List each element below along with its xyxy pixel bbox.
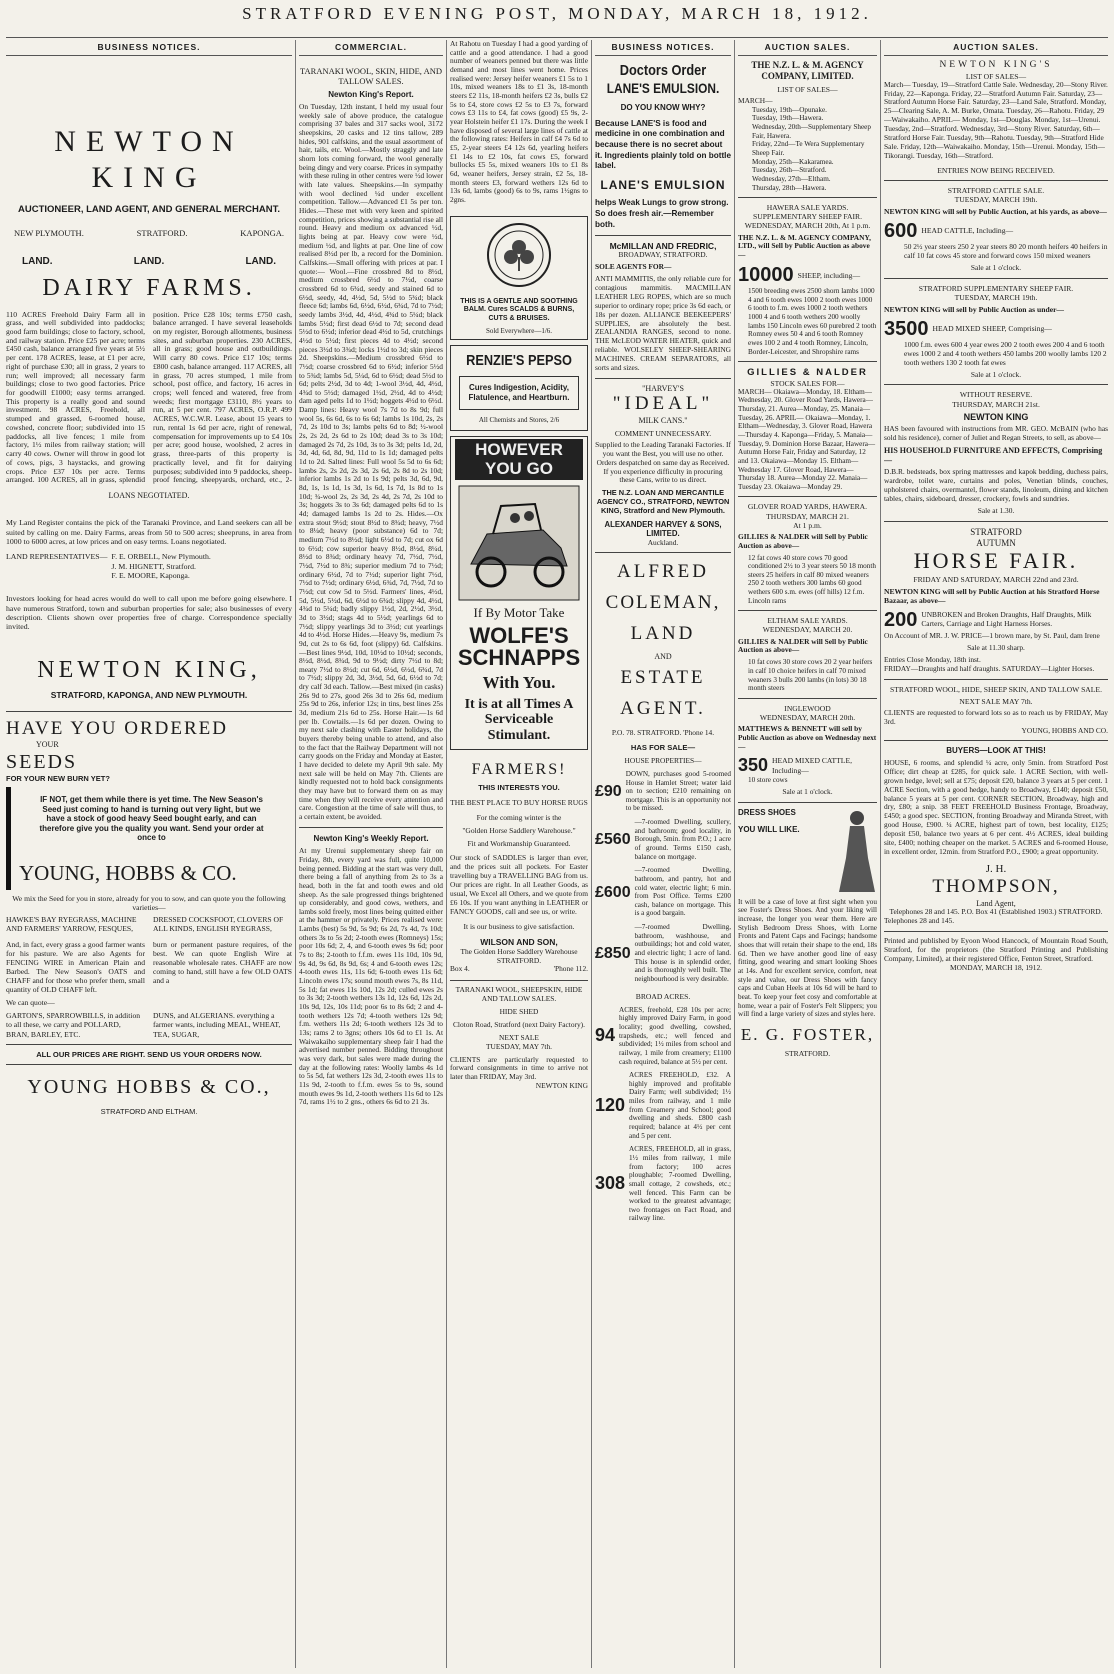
divider	[738, 361, 877, 362]
column-business-notices-1	[6, 40, 292, 1668]
fit-guaranteed: Fit and Workmanship Guaranteed.	[467, 839, 571, 849]
wilson-and-son: WILSON AND SON,	[480, 937, 558, 948]
wilson-phone: 'Phone 112.	[553, 964, 588, 974]
entries-close: Entries Close Monday, 18th inst.	[884, 654, 981, 664]
divider	[884, 931, 1108, 932]
column-commercial	[299, 40, 443, 1668]
reps-label: LAND REPRESENTATIVES—	[6, 552, 108, 562]
if-by-motor: If By Motor Take	[473, 605, 565, 621]
divider	[6, 711, 292, 712]
hawera-yards: HAWERA SALE YARDS.	[766, 203, 849, 213]
wednesday-date: WEDNESDAY, MARCH 20th, At 1 p.m.	[744, 221, 871, 231]
sheep-label: HEAD MIXED SHEEP, Comprising—	[932, 324, 1052, 334]
acreage-listing	[595, 1145, 731, 1223]
para-right: burn or permanent pasture requires, of the best. We can quote English Wire at reasonable wholesale rates. CHAFF are now coming to hand, still have a few OLD OATS and a	[153, 939, 292, 985]
section-header: AUCTION SALES.	[884, 40, 1108, 56]
foster-town: STRATFORD.	[784, 1049, 831, 1059]
mcmillan-heading: McMILLAN AND FREDRIC,	[609, 241, 717, 252]
property-price: £560	[595, 831, 631, 849]
matthews-bennett: MATTHEWS & BENNETT will sell by Public Auction as above on Wednesday next—	[738, 724, 877, 751]
farmers-heading: FARMERS!	[471, 761, 567, 779]
gillies-will-sell-2: GILLIES & NALDER will Sell by Public Auction as above—	[738, 636, 868, 655]
taranaki-wool-title: TARANAKI WOOL, SHEEPSKIN, HIDE AND TALLOW SALES.	[455, 985, 583, 1004]
seeds-ad-your: YOUR	[36, 740, 59, 750]
young-hobbs-footer-heading: YOUNG HOBBS & CO.,	[27, 1075, 271, 1098]
sale-time: Sale at 1 o'clock.	[782, 786, 833, 796]
acreage-listing	[595, 1006, 731, 1066]
hide-shed: HIDE SHED	[499, 1007, 539, 1017]
best-place: THE BEST PLACE TO BUY HORSE RUGS	[450, 798, 588, 808]
auckland: Auckland.	[647, 537, 679, 547]
because-text: Because LANE'S is food and medicine in one combination and because there is no secret about it. Ingredients plainly told on bottle label.	[595, 118, 731, 171]
seeds-ad-seeds: SEEDS	[6, 750, 78, 773]
telephones: Telephones 28 and 145. P.O. Box 41 (Established 1903.) STRATFORD.	[889, 907, 1103, 917]
gentle-balm-text: THIS IS A GENTLE AND SOOTHING BALM. Cures SCALDS & BURNS, CUTS & BRUISES.	[460, 297, 578, 322]
renzie-pepso-ad	[450, 345, 588, 431]
stratford-label: STRATFORD	[970, 526, 1022, 537]
do-you-know-why: DO YOU KNOW WHY?	[620, 102, 706, 112]
divider	[884, 740, 1108, 741]
young-hobbs-varieties	[6, 915, 292, 933]
rep-name: F. E. ORBELL, New Plymouth.	[111, 552, 211, 562]
sole-agents: SOLE AGENTS FOR—	[595, 262, 672, 272]
young-hobbs-para	[6, 940, 292, 995]
acreage-text: ACRES, freehold, £28 10s per acre; highly improved Dairy Farm, in good locality; good dwelling, cowshed, trapsheds, etc.; well fenced and subdivided; 1½ miles from school and railway, 1 mile from creamery; £1100 cash required, balance at 5½ per cent.	[619, 1005, 731, 1066]
golden-horse: "Golden Horse Saddlery Warehouse."	[462, 826, 576, 836]
divider	[884, 180, 1108, 181]
property-price: £90	[595, 782, 622, 800]
tuesday-date-2: TUESDAY, MARCH 19th.	[954, 292, 1038, 302]
house-properties: HOUSE PROPERTIES—	[624, 756, 702, 765]
list-of-sales: LIST OF SALES—	[965, 71, 1027, 81]
gillies-nalder: GILLIES & NALDER	[747, 367, 868, 379]
property-listing	[595, 923, 731, 983]
dress-shoes-text: It will be a case of love at first sight when you see Foster's Dress Shoes. And your liking will increase, the longer you wear them. Here are Stylish Bedroom Dress Shoes, with Lorne Fronts and Patent Caps and Facings; handsome shoes that will retain their shape to the end, 18s 6d. Then we have another good line of easy fitting, good wearing and smart looking Shoes at 14s. And for excellent service, comfort, neat style and value, our Dress Shoes with fancy caps and Cuban Heels at 10s 6d will be hard to beat. To keep your feet cosy and comfortable at home, wear a pair of Foster's Felt Slippers; you will find a large variety of sizes and styles here.	[738, 897, 877, 1019]
acreage-text: ACRES, FREEHOLD, all in grass, 1½ miles from railway, 1 mile from factory; 100 acres ploughable; 7-roomed Dwelling, small cottage, 2 cowsheds, etc.; well fenced. This Farm can be worked to the greatest advantage; two frontages on Fact Road, and railway line.	[629, 1145, 731, 1223]
divider	[884, 384, 1108, 385]
doctors-order: Doctors Order	[619, 62, 707, 80]
sale-time: Sale at 1 o'clock.	[970, 262, 1022, 272]
renzie-pepso-cures: Cures Indigestion, Acidity, Flatulence, and Heartburn.	[459, 376, 579, 409]
thursday-date: THURSDAY, MARCH 21st.	[952, 399, 1040, 409]
with-you: With You.	[482, 672, 556, 692]
sales-list	[738, 106, 877, 192]
property-listing	[595, 866, 731, 918]
acreage-text: ACRES FREEHOLD, £32. A highly improved and profitable Dairy Farm; well subdivided; 1½ miles from railway, and 1 mile from Creamery and School; good dwelling and sheds. £800 cash required; balance at 4½ per cent and 5 per cent.	[629, 1071, 731, 1140]
sheep-list: 1500 breeding ewes 2500 shorn lambs 1000 4 and 6 tooth ewes 1000 2 tooth ewes 1000 6 tooth to f.m. ewes 1000 2 tooth wethers 1000 4 and 6 tooth wethers 200 woolly lambs 150 Lincoln ewes 60 purebred 2 tooth Romney ewes 50 4 and 6 tooth Romney ewes 100 2 and 4 tooth Romney, Lincoln, Border-Leicester, and Shropshire rams	[748, 287, 877, 356]
horse-number: 200	[884, 609, 918, 632]
property-text: DOWN, purchases good 5-roomed House in Hamlet Street; water laid on to section; £210 remaining on mortgage. This is an opportunity not to be missed.	[625, 769, 731, 813]
divider	[6, 1064, 292, 1065]
newton-king-sign: NEWTON KING	[535, 1081, 588, 1091]
inglewood-date: WEDNESDAY, MARCH 20th.	[759, 713, 856, 722]
newton-kings: NEWTON KING'S	[939, 60, 1053, 71]
cattle-list: 12 fat cows 40 store cows 70 good conditioned 2½ to 3 year steers 50 18 month steers 25 heifers in calf 80 mixed weaners 250 2 tooth wethers 300 lambs 60 good wethers 600 s.m. ewes (off hills) 12 f.m. Lincoln rams	[748, 553, 876, 605]
next-sale-may: NEXT SALE MAY 7th.	[959, 696, 1033, 706]
column-rule	[295, 40, 296, 1668]
land-word: LAND.	[245, 255, 276, 267]
divider	[595, 378, 731, 379]
newton-king-3: NEWTON KING	[963, 411, 1029, 422]
sale-item: Friday, 22nd—Te Wera Supplementary Sheep Fair.	[752, 140, 865, 157]
clients-forward: CLIENTS are requested to forward lots so as to reach us by FRIDAY, May 3rd.	[884, 707, 1108, 726]
column-rule	[591, 40, 592, 1668]
imprint: Printed and published by Eyoon Wood Hancock, of Mountain Road South, Stratford, for the proprietors (the Stratford Printing and Publishing Company, Limited), at their registered Office, Fenton Street, Stratford.	[884, 935, 1108, 963]
clover-seal-icon	[485, 221, 553, 289]
sale-item: Wednesday, 27th—Eltham.	[752, 174, 831, 183]
land-word: LAND	[630, 623, 696, 645]
lanes-emulsion-2: LANE'S EMULSION	[600, 177, 726, 192]
divider	[884, 278, 1108, 279]
gentle-balm-price: Sold Everywhere—1/6.	[485, 326, 553, 335]
helps-text: helps Weak Lungs to grow strong. So does fresh air.—Remember both.	[595, 198, 729, 229]
next-sale-date: TUESDAY, MAY 7th.	[486, 1041, 552, 1051]
varieties-left: HAWKE'S BAY RYEGRASS, MACHINE AND FARMERS' YARROW, FESQUES,	[6, 915, 137, 934]
column-rule	[880, 40, 881, 1668]
divider	[738, 496, 877, 497]
seeds-ad-sub: FOR YOUR NEW BURN YET?	[6, 773, 110, 783]
column-rule	[734, 40, 735, 1668]
interests-you: THIS INTERESTS YOU.	[478, 783, 560, 793]
acreage-number: 308	[595, 1173, 626, 1194]
sale-item: Tuesday, 19th—Hawera.	[752, 114, 824, 123]
po-phone: P.O. 78. STRATFORD. 'Phone 14.	[611, 728, 715, 738]
section-header: BUSINESS NOTICES.	[595, 40, 731, 56]
loans-negotiated: LOANS NEGOTIATED.	[108, 490, 190, 500]
telephones-2: Telephones 28 and 145.	[884, 916, 955, 926]
agents-list: ANTI MAMMITIS, the only reliable cure for contagious mammitis. MACMILLAN LEATHER LEG ROPES, which are so much superior to ordinary rope; price 3s 6d each, or 18s per dozen. ALLIANCE BEEKEEPERS' SUPPLIES, are absolutely the best. ZEALANDIA RANGES, second to none. THE McLEOD WATER HEATER, quick and reliable. WOLSELEY SHEEP-SHEARING MACHINES. CREAM SEPARATORS, all sorts and sizes.	[595, 274, 731, 372]
acreage-listing	[595, 1071, 731, 1140]
newton-king-signature-heading: NEWTON KING,	[37, 656, 261, 683]
newton-king-towns-2: STRATFORD, KAPONGA, AND NEW PLYMOUTH.	[50, 690, 248, 701]
sheep-label: SHEEP, including—	[797, 270, 861, 280]
seeds-ad-box-text: IF NOT, get them while there is yet time. The New Season's Seed just coming to hand is turning out very light, but we have a stock of good heavy Seed bought early, and can therefore give you the quality you want. Send your order at once to	[39, 794, 264, 843]
town-label: KAPONGA.	[240, 227, 284, 238]
cattle-lot	[884, 219, 1108, 243]
nz-loan-agency: THE N.Z. LOAN AND MERCANTILE AGENCY CO., STRATFORD, NEWTON KING, Stratford and New Plymouth.	[596, 488, 730, 515]
seeds-ad-box	[6, 787, 292, 890]
has-for-sale: HAS FOR SALE—	[630, 742, 696, 752]
broad-acres: BROAD ACRES.	[635, 991, 691, 1001]
newton-king-will-sell-3: NEWTON KING will sell by Public Auction at his Stratford Horse Bazaar, as above—	[884, 586, 1100, 605]
wolfes-schnapps-ad	[450, 436, 588, 750]
masthead: STRATFORD EVENING POST, MONDAY, MARCH 18, 1912.	[242, 4, 872, 23]
renzie-pepso-name: RENZIE'S PEPSO	[466, 352, 572, 370]
column-auction-sales-1	[738, 40, 877, 1668]
horse-fair: HORSE FAIR.	[913, 548, 1079, 574]
divider	[884, 521, 1108, 522]
alexander-harvey: ALEXANDER HARVEY & SONS, LIMITED.	[604, 519, 722, 539]
column-adverts	[450, 40, 588, 1668]
cattle-label: HEAD MIXED CATTLE, Including—	[772, 756, 852, 775]
cattle-number: 600	[884, 220, 918, 242]
rep-name: J. M. HIGNETT, Stratford.	[111, 561, 196, 571]
glover-road: GLOVER ROAD YARDS, HAWERA.	[747, 502, 868, 512]
favoured-text: HAS been favoured with instructions from MR. GEO. McBAIN (who has sold his residence), corner of Juliet and Regan Streets, to sell, as above—	[884, 424, 1108, 443]
harveys: "HARVEY'S	[642, 383, 684, 393]
at-1pm: At 1 p.m.	[793, 520, 822, 530]
wilson-town: STRATFORD.	[496, 955, 542, 965]
weekly-report-text: At my Urenui supplementary sheep fair on Friday, 8th, every yard was full, quite 10,000 being penned. Bidding at the start was very dull, there being a fall of anything from 2s to 3s a head, both in the fat and tooth ewes and old sheep. As the sale progressed things brightened up considerably, and good cows, wethers, and lambs sold freely, most lines being quitted either at the hammer or privately. Prices realised were: Lambs (best) 5s 9d, 5s 9d; 6s 2d, 7s 4d, 7s 10d; others 3s to 5s 2d; 2-tooth ewes (Romneys) 15s; poor 10s 6d; 2, 4, and 6-tooth ewes 9s 6d; poor 7s to 8s; 2-tooth to f.f.m. ewes 11s 10d, 10s 9d, 9s 4d, 9s 6d, 8s 9d, 6s; 4 and 6-tooth ewes 12s; 4-tooth ewes 11s, 11s 6d; 6-tooth ewes 11s 6d; Lincoln ewes 17s; sound mouth ewes 7s, 8s 11d, 5s 1d; fat ewes 11s 10d, 12s 2d; culled ewes 2s to 3s 3d; 2-tooth wethers 13s 1d, 12s 6d, 12s 2d, 10s 9d, 12s, 10s 11d; poor 6s to 8s 6d; 2 and 4-tooth wethers 12s 7d; 4-tooth wethers 12s 9d; f.m. wethers 11s 2d; 6-tooth wethers 12s 3d to 13s; rams 2 to 3gns; others 10s 6d to £1 1s. At Waiwakaiho supplementary sheep fair I had the advertised number penned. Bidding throughout was very dark, but sales were made during the day at the following rates: Woolly lambs 4s 1d to 5s 5d, fat wethers 12s 3d, 2-tooth ewes 11s to 11s 9d, 2-tooth to f.f.m. ewes 5s to 9s, sound mouth ewes 9s 1d, 2-tooth wethers 11s 6d to 12s 7d, rams 1½ to 2 gns., others 6s 6d to 21 3s.	[299, 846, 443, 1107]
acreage-number: 120	[595, 1094, 626, 1115]
estate: ESTATE	[620, 667, 706, 689]
divider	[738, 197, 877, 198]
list-of-sales: LIST OF SALES—	[777, 84, 838, 94]
land-register-text: My Land Register contains the pick of the Taranaki Province, and Land seekers can all be suited by calling on me. Dairy Farms, areas from 50 to 500 acres; sheepruns, in area from 1000 to 6000 acres, at low prices and on easy terms. Loans negotiated.	[6, 518, 292, 546]
friday-saturday: FRIDAY AND SATURDAY, MARCH 22nd and 23rd.	[913, 574, 1079, 584]
supplementary-sheep-fair: STRATFORD SUPPLEMENTARY SHEEP FAIR.	[918, 283, 1074, 293]
rep-name: F. E. MOORE, Kaponga.	[111, 570, 190, 580]
list-left: GARTON'S, SPARROWBILLS, in addition to all these, we carry and POLLARD, BRAN, BARLEY, ETC.	[6, 1011, 141, 1039]
land-words	[22, 256, 276, 268]
property-price: £850	[595, 944, 631, 962]
store-cows: 10 store cows	[748, 776, 788, 785]
young-hobbs-mix: We mix the Seed for you in store, already for you to sow, and can quote you the following varieties—	[12, 894, 286, 913]
cattle-list: 50 2½ year steers 250 2 year steers 80 20 month heifers 40 heifers in calf 10 fat cows 45 store and forward cows 150 mixed weaners	[904, 242, 1108, 260]
satisfaction: It is our business to give satisfaction.	[463, 922, 575, 932]
newton-king-towns	[14, 228, 284, 238]
nzlm-agency: THE N.Z. L. & M. AGENCY COMPANY, LIMITED.	[751, 60, 864, 81]
investors-text: Investors looking for head acres would do well to call upon me before going elsewhere. I have numerous Stratford, town and suburban properties for sale; also businesses of every description. Clients shown over properties free of charge. Correspondence specially invited.	[6, 594, 292, 632]
divider	[738, 802, 877, 803]
varieties-right: DRESSED COCKSFOOT, CLOVERS OF ALL KINDS, ENGLISH RYEGRASS,	[153, 915, 284, 934]
eltham-yards: ELTHAM SALE YARDS.	[767, 616, 848, 626]
newton-king-roles: AUCTIONEER, LAND AGENT, AND GENERAL MERCHANT.	[18, 204, 280, 216]
agent: AGENT.	[620, 698, 706, 720]
sheep-list: 1000 f.m. ewes 600 4 year ewes 200 2 tooth ewes 200 4 and 6 tooth ewes 1000 2 and 4 tooth wethers 450 lambs 200 woolly lambs 120 2 tooth wethers 130 2 tooth fat ewes	[904, 339, 1107, 367]
thompson: THOMPSON,	[932, 875, 1060, 897]
buyers-list: HOUSE, 6 rooms, and splendid ¼ acre, only 5min. from Stratford Post Office; dirt cheap at £285, for quick sale. 1 ACRE Section, with well-grown hedge, level; sell at £75; deposit £20, balance 3 years at 5 per cent. 1 ACRE Section, with a good hedge, handy to Broadway, £140; deposit £50, balance 5 years at 5 per cent. CORNER SECTION, Broadway, high and dry, £80; a snip. 38 FEET FREEHOLD Business Frontage, Broadway, £450; a good spec. SECTION, fronting Broadway and Miranda Street, with good House, £900. ¼ ACRE, highest part of town, best locality, £125; deposit £50, balance two years at 6 per cent. 4½ ACRES, ideal building site, £400; nothing cheaper on the market. 5 ACRES and 6-roomed House, in excellent order, 12min. from Stratford P.O., £900; a great opportunity.	[884, 758, 1108, 856]
horse-lot	[884, 608, 1108, 632]
wool-sales-report: On Tuesday, 12th instant, I held my usual four weekly sale of above produce, the catalogue comprising 37 bales and 317 sacks wool, 3172 sheepskins, 20 casks and 12 tins tallow, 289 hides, 901 calfskins, and the usual assortment of hair, tails, etc. Wool.—Mostly straggly and late shorn lots coming forward, the wool generally being dingy and very coarse. Prices in sympathy with these ruling in other centres were ½d lower with late values. Sheepskins.—In sympathy with wool declined ¼d under excellent competition. Tallow.—Advanced £1 5s per ton. Hides.—These met with very keen and spirited competition, prices showing a substantial rise all round. Heavy and medium ox advanced ½d, lights being at par. Heavy cow were ½d, medium ½d, and lights at par. One line of cow realised 8½d per lb, a record for the Dominion. Calfskins.—Small offering with prices at par. I quote:— Wool.—Fine crossbred 8d to 8½d, medium crossbred 6½d to 7½d, coarse crossbred 6d to 6¾d, seedy and stained 6d to 6½d, seedy, 4d, 4½d, 5d, 5½d to 5¾d; black fleece 6d; lambs 6d, 6½d, 6½d, 6¾d, 7d to 7½d; seedy lambs 3½d, 4d, 4½d, 4¾d to 5¼d; black lambs 5½d; first dead 6½d to 7d; second dead 5½d to 6½d; inferior dead 4½d to 5d, crutchings 4½d to 5½d; first pieces 4d to 4½d; second pieces 3½d to 3¾d; locks 1½d to 3d; skin pieces 2d. Sheepskins.—Medium crossbred 6½d to 7½d; coarse crossbred 6d to 6½d; inferior 5½d to 5¾d; lambs 5d, 5¼d, 6d to 6½d; dead 5½d to 6d; pelts 2½d, 3d to 4d; 1-wool 3½d, 4d, 4½d, 4¾d to 5½d; damaged 1½d, 2½d, 4d to 4½d; dam aged pelts 1d to 1½d; hoggets 4½d to 6½d. Damp lines: Heavy wool 7s 7d to 8s 9d; full wool 5s, 6s 6d, 6s to 6s 6d; lambs 1s 10d, 2s, 2s 7d, 2s 10d to 3s; lambs pelts 6d to 8d; ½-wool 2s, 2s 2d, 2s 6d to 2s 10d; dead 3s to 3s 10d; damaged 2s 7d, 2s 10d, 3s to 3s 3d; pelts 1d, 2d, 3d, 4d, 6d, 8d, 9d, 11d to 1s 1d; damaged pelts 1d to 2d. Salted lines: Full wool 5s 5d to 6s 6d; lambs 2s, 2s 2d, 2s 3d, 2s 6d, 2s 8d to 2s 10d; inferior lambs 1s 2d to 1s 9d; pelts 3d, 6d, 9d, 8d, 1s, 1s 1d, 1s 3d, 1s 6d, 1s 7d, 1s 8d to 1s 10d; ¾-wool 2s, 2s 3d, 2s 4d, 2s 7d, 2s 10d to 3s; hoggets 3s to 3s 6d; damaged pelts 6d to 1s 4d; damaged lambs 1s 2d to 2s. Hides.—Ox extra stout 9½d; stout 8½d to 8¾d; heavy, 7½d to 8¼d; heavy (poor substance) 6d to 7d; medium 7½d to 8½d; light 6½d to 7d; cut ox 6d to 6½d; cow superior heavy 8½d, 8½d, 8¼d, 8½d to 8¾d; ordinary heavy 7d, 7½d, 7½d, 7½d, 7½d to 8¾; superior medium 7d to 7½d; ordinary 6½d, 7d to 7½d; superior light 7½d, 7½d to 7½d; ordinary 6½d, 6¾d, 7d, 7½d, 7d to 7½d; cut cow 5d to 5½d. Farmers' lines, 4½d, 5d, 5½d, 5½d, 6d, 6½d to 6¾d; slippy 4d, 4½d, 4¾d to 5¼d; badly slippy 1½d, 2d, 2½d, 3½d, 3d to 3½d; stags 4d to 5½d; yearlings 6d to 7½d; slippy yearlings 3d to 3½d; cut yearlings 4d to 4½d. Horse Hides.—Heavy 9s, medium 7s 9d, cut 2s to 6s 6d, foot (slippy) 6d. Calfskins.—Best lines 9½d, 10d, 10½d to 10½d; seconds, 8½d, 8½d, 8¾d, 9d to 9½d; dirty 7½d to 8d; meaty 7½d to 8½d; cut 6d, 6½d, 6½d, 6¾d, 7d to 7½d; slippy 2d, 3d, 3½d, 5d, 6d, 6½d to 7d; dry calf 3d each. Tallow.—Best mixed (in casks) 26s 9d to 27s, good 26s 3d to 26s 6d, medium 25s 9d to 26s, inferior 12s; in tins, best lines 25s 3d, medium 21s 6d to 25s. Horse Hair.—1s 6d per lb. Cowtails.—1s 6d per dozen. Owing to my next sale clashing with Easter holidays, the buyers thereby being unable to attend, and also to the fact that the Railway Department will not carry goods on the Friday and Monday at Easter, I have decided to delete my April 9th sale. My next sale will be held on May 7th. Clients are kindly requested not to hold back consignments they may have but to forward them on as may time when they will receive every attention and care. Congestion at the time of sale will thus, to a certain extent, be avoided.	[299, 102, 443, 821]
furniture-list: D.B.R. bedsteads, box spring mattresses and kapok bedding, duchess pairs, wardrobe, toilet ware, curtains and poles, Venetian blinds, couches, upholstered chairs, overmantel, flower stands, linoleum, dining and kitchen tables, chairs, sideboard, dresser, crockery, fowls and sundries.	[884, 467, 1108, 504]
horse-label: UNBROKEN and Broken Draughts, Half Draughts, Milk Carters, Carriage and Light Harness Horses.	[921, 610, 1092, 629]
property-price: £600	[595, 883, 631, 901]
dress-shoes: DRESS SHOES	[738, 807, 796, 817]
serviceable-stimulant: It is at all Times A Serviceable Stimulant.	[464, 696, 574, 743]
sale-item: Tuesday, 19th—Opunake.	[752, 105, 827, 114]
sale-item: Tuesday, 26th—Stratford.	[752, 166, 827, 175]
section-header: AUCTION SALES.	[738, 40, 877, 56]
wool-sales-title: TARANAKI WOOL, SKIN, HIDE, AND TALLOW SALES.	[300, 66, 442, 87]
property-listing	[595, 818, 731, 861]
nz-agency-will-sell: THE N.Z. L. & M. AGENCY COMPANY, LTD., will Sell by Public Auction as above—	[738, 232, 871, 260]
property-text: —7-roomed Dwelling, bathroom, and pantry, hot and cold water, electric light; 6 min. from Post Office. Terms £200 cash, balance on mortgage. This is a good bargain.	[634, 866, 731, 918]
lady-figure-icon	[837, 808, 877, 894]
supplementary-fair: SUPPLEMENTARY SHEEP FAIR.	[752, 212, 863, 222]
cattle-label: HEAD CATTLE, Including—	[921, 226, 1014, 236]
column-business-notices-2	[595, 40, 731, 1668]
wolfes-schnapps-name: WOLFE'S SCHNAPPS	[457, 622, 581, 670]
tuesday-date: TUESDAY, MARCH 19th.	[954, 194, 1038, 204]
imprint-date: MONDAY, MARCH 18, 1912.	[950, 962, 1042, 972]
ideal: "IDEAL"	[612, 393, 714, 415]
thursday-date: THURSDAY, MARCH 21.	[766, 511, 849, 521]
household-furniture: HIS HOUSEHOLD FURNITURE AND EFFECTS, Comprising—	[884, 446, 1103, 465]
young-hobbs-quote: We can quote—	[6, 998, 55, 1008]
young-hobbs-heading: YOUNG, HOBBS & CO.	[19, 860, 237, 885]
stock-sales-list: MARCH— Okaiawa—Monday, 18. Eltham—Wednesday, 20. Glover Road Yards, Hawera—Thursday, 21. Aurea—Monday, 25. Manaia—Tuesday, 26. APRIL— Okaiawa—Monday, 1. Eltham—Wednesday, 3. Glover Road, Hawera—Thursday 4. Kaponga—Friday, 5. Manaia—Tuesday, 9. Dominion Horse Bazaar, Hawera—Autumn Horse Fair, Friday and Saturday, 12 and 13. Okaiawa—Monday 15. Eltham—Wednesday 17. Glover Road, Hawera—Thursday 18. Aurea—Monday 22. Manaia—Tuesday 23. Okaiawa—Monday 29.	[738, 387, 876, 491]
and-word: AND	[654, 651, 672, 661]
coleman: COLEMAN,	[605, 592, 721, 614]
entries-received: ENTRIES NOW BEING RECEIVED.	[937, 165, 1055, 175]
without-reserve: WITHOUT RESERVE.	[959, 390, 1033, 400]
motor-car-illustration-icon	[457, 484, 581, 602]
sheep-number: 10000	[738, 264, 794, 287]
young-hobbs-sign: YOUNG, HOBBS AND CO.	[1021, 725, 1108, 735]
property-listing	[595, 770, 731, 813]
sheep-lot	[884, 317, 1108, 341]
rahotu-report: At Rahotu on Tuesday I had a good yarding of cattle and a good attendance. I had a good number of weaners penned but there was little demand and most lines went home. Prices realised were: Jersey heifer weaners £1 5s to 1 10s, mixed weaners 18s to £1 3s, 18-month steers £2 11s, 18-month heifers £2 3s, bulls £2 5s to £4, store cows £2 5s to £3 7s, forward cows £3 11s to £4, fat cows (good) £5 9s, 2-year Holstein heifer £1 17s. During the week I have disposed of several large lines of cattle at the following rates: Heifers in calf £4 7s 6d to £5, 2-year steers £4 12s 6d, yearling heifers £1 14s to £2 10s, fat cows £5, forward bullocks £5 5s, mixed weaners 10s to £1 8s 6d, weaner heifers, Jersey strain, £2 5s, 18-month steers £3, forward wethers 12s 6d to 13s 6d, lambs (good) 6s to 9s, rams 1½gns to 2gns.	[450, 40, 588, 204]
young-hobbs-list	[6, 1011, 292, 1038]
newton-king-heading: NEWTON KING	[54, 125, 244, 195]
cattle-lot	[738, 755, 877, 777]
land-word: LAND.	[22, 255, 53, 267]
property-text: —7-roomed Dwelling, scullery, and bathroom; good locality, in Borough, 5min. from P.O.; 1 acre of ground. Terms £150 cash, balance on mortgage.	[634, 818, 731, 861]
land-word: LAND.	[133, 255, 165, 267]
eg-foster: E. G. FOSTER,	[740, 1024, 875, 1044]
para-left: And, in fact, every grass a good farmer wants for his pasture. We are also Agents for FENCING WIRE in American Plain and Barbed. The New Season's OATS and CHAFF and for those who prefer them, small quantity of OLD CHAFF left.	[6, 939, 145, 995]
gillies-will-sell: GILLIES & NALDER will Sell by Public Auction as above—	[738, 531, 868, 550]
column-rule	[446, 40, 447, 1668]
gentle-balm-ad	[450, 216, 588, 340]
wilson-warehouse: The Golden Horse Saddlery Warehouse	[460, 946, 578, 956]
saddles-text: Our stock of SADDLES is larger than ever, and the prices suit all pockets. For Easter travelling buy a TRAVELLING BAG from us. Our prices are right. In all Leather Goods, as usual, We Excel all Others, and we quote from £6 10s. If you want anything in LEATHER or FANCY GOODS, call and see us, or write.	[450, 853, 588, 916]
prices-right: ALL OUR PRICES ARE RIGHT. SEND US YOUR ORDERS NOW.	[36, 1049, 262, 1059]
comment-unnecessary: COMMENT UNNECESSARY.	[614, 428, 712, 438]
newton-king-will-sell-2: NEWTON KING will sell by Public Auction as under—	[884, 304, 1065, 314]
weekly-report-title: Newton King's Weekly Report.	[313, 833, 429, 843]
lanes-emulsion: LANE'S EMULSION.	[606, 80, 720, 97]
eltham-list: 10 fat cows 30 store cows 20 2 year heifers in calf 10 choice heifers in calf 70 mixed weaners 3 bulls 200 lambs (in lots) 30 18 month steers	[748, 658, 873, 693]
dairy-listing-right: 230 ACRES, all in grass; good house and outbuildings. Will carry 80 cows. Price £17 10s; terms £800 cash, balance arranged. 117 ACRES, all in grass, 70 acres stumped, 1 mile from school, post office, and factory, 16 acres in crops; well fenced and watered, free from weeds; first mortgage £3110, 8½ years to run, at 5 per cent. 797 ACRES, O.R.P. 499 ACRES, W.C.W.R. Lease, about 15 years to run, rental 1s 6d per acre, right of renewal, compensation for improvements up to £4 10s per acre; good house, woolshed, 2 acres in grass, three-parts of this property is practically level, and fit for dairying purposes; subdivided into 9 paddocks, sheep-proof fencing, sheepyards, orchard, etc., 2-	[153, 335, 292, 485]
next-sale: NEXT SALE	[499, 1032, 539, 1042]
sheep-number: 3500	[884, 317, 929, 340]
divider	[595, 552, 731, 553]
march-label: MARCH—	[738, 95, 773, 105]
seeds-ad-heading: HAVE YOU ORDERED	[6, 717, 228, 739]
buyers-look: BUYERS—LOOK AT THIS!	[946, 746, 1046, 756]
sale-time-4: Sale at 11.30 sharp.	[967, 642, 1025, 652]
divider	[738, 610, 877, 611]
alfred: ALFRED	[617, 561, 709, 583]
property-text: —7-roomed Dwelling, bathroom, washhouse, and outbuildings; hot and cold water, and electric light; 1 acre of land. This house is in splendid order, and is thoroughly well built. The neighbourhood is very desirable.	[634, 923, 731, 983]
land-agent: Land Agent,	[976, 898, 1016, 908]
jh-initials: J. H.	[985, 862, 1007, 875]
however-you-go: HOWEVER YOU GO	[455, 439, 583, 480]
dairy-farms-listing	[6, 311, 292, 489]
cloton-road: Cloton Road, Stratford (next Dairy Factory).	[453, 1019, 585, 1029]
dairy-farms-heading: DAIRY FARMS.	[42, 274, 256, 301]
section-header: COMMERCIAL.	[299, 40, 443, 56]
sheep-lot	[738, 263, 877, 287]
sale-item: Monday, 25th—Kakaramea.	[752, 157, 834, 166]
list-right: DUNS, and ALGERIANS. everything a farmer wants, including MEAL, WHEAT, TEA, SUGAR,	[153, 1011, 281, 1039]
town-label: NEW PLYMOUTH.	[14, 227, 84, 238]
top-rule	[6, 37, 1108, 38]
sale-item: Thursday, 28th—Hawera.	[752, 183, 827, 192]
section-header: BUSINESS NOTICES.	[6, 40, 292, 56]
wilson-contact	[450, 965, 588, 974]
divider	[738, 698, 877, 699]
wool-sales-subtitle: Newton King's Report.	[328, 89, 414, 99]
town-label: STRATFORD.	[136, 227, 188, 238]
inglewood: INGLEWOOD	[784, 703, 831, 713]
sale-time-3: Sale at 1.30.	[977, 505, 1015, 515]
sale-time-2: Sale at 1 o'clock.	[970, 369, 1022, 379]
eltham-date: WEDNESDAY, MARCH 20.	[762, 625, 853, 635]
mcmillan-address: BROADWAY, STRATFORD.	[618, 250, 708, 260]
dress-shoes-ad	[738, 808, 877, 894]
you-will-like: YOU WILL LIKE.	[738, 825, 800, 835]
wilson-box: Box 4.	[450, 964, 470, 974]
acreage-number: 94	[595, 1025, 616, 1046]
cattle-number: 350	[738, 754, 769, 775]
clients-notice: CLIENTS are particularly requested to forward consignments in time to arrive not later than FRIDAY, May 3rd.	[450, 1054, 588, 1082]
sales-list: March— Tuesday, 19—Stratford Cattle Sale. Wednesday, 20—Stony River. Friday, 22—Kaponga. Friday, 22—Stratford Autumn Fair. Saturday, 23—Stratford Autumn Horse Fair. Saturday, 23—Land Sale, Stratford. Monday, 25—Clearing Sale, A. M. Burke, Omata. Tuesday, 26—Rahotu. Friday, 29—Waiwakaiho. APRIL— Monday, 1st—Douglas. Monday, 1st—Urenui. Tuesday, 2nd—Stratford. Wednesday, 3rd—Stony River. Saturday, 6th—Stratford Horse Fair. Tuesday, 9th—Rahotu. Tuesday, 9th—Stratford Hide Sale. Friday, 12th—Waiwakaiho. Monday, 15th—Urenui. Monday, 15th—Tikorangi. Tuesday, 16th—Stratford.	[884, 79, 1108, 160]
newton-king-will-sell: NEWTON KING will sell by Public Auction, at his yards, as above—	[884, 206, 1107, 216]
divider	[595, 235, 731, 236]
sale-item: Wednesday, 20th—Supplementary Sheep Fair, Hawera.	[752, 123, 871, 140]
cattle-sale-title: STRATFORD CATTLE SALE.	[947, 185, 1045, 195]
milk-cans: MILK CANS."	[638, 416, 688, 426]
land-representatives	[6, 552, 292, 580]
dairy-listing-left: 110 ACRES Freehold Dairy Farm all in grass, and well subdivided into paddocks; good farm buildings; close to factory, school, and railway station. Price £25 per acre; terms £450 cash, balance arranged five years at 5½ per cent. 178 ACRES, lease, at £1 per acre, right of purchase £30; all in grass, 2 years to run; well improved; all necessary farm buildings; close to two good factories. Price for goodwill £1000; easy terms arranged. This property is a really good and sound investment. 98 ACRES, Freehold, all stumped and grassed, 6-roomed house, cowshed, concrete floor; subdivided into 15 paddocks, all live fences; 1 mile from factory, 1½ miles from railway station; will carry 40 cows. Owner will throw in good lot of cows, pigs, 3 haystacks, and growing crops. Price £37 10s per acre. Terms arranged. 100 ACRES, all in grass, splendid position. Price £28 10s; terms £750 cash, balance arranged. I have several leaseholds on my register, Borough allotments, business sites, and suburban properties.	[6, 310, 292, 485]
price-account: On Account of MR. J. W. PRICE—1 brown mare, by St. Paul, dam Irene	[884, 631, 1100, 641]
column-auction-sales-2	[884, 40, 1108, 1668]
friday-saturday-classes: FRIDAY—Draughts and half draughts. SATURDAY—Lighter Horses.	[884, 663, 1095, 673]
stock-sales: STOCK SALES FOR—	[770, 378, 845, 388]
coming-winter: For the coming winter is the	[476, 813, 562, 823]
young-hobbs-footer-towns: STRATFORD AND ELTHAM.	[100, 1106, 198, 1116]
renzie-pepso-sold: All Chemists and Stores, 2/6	[478, 415, 560, 424]
autumn-label: AUTUMN	[976, 537, 1016, 548]
divider	[884, 679, 1108, 680]
supplied-text: Supplied to the Leading Taranaki Factories. If you want the Best, you will use no other. Orders despatched on same day as Received. If you experience difficulty in procuring these Cans, write to us direct.	[595, 439, 731, 485]
stratford-wool-sale: STRATFORD WOOL, HIDE, SHEEP SKIN, AND TALLOW SALE.	[890, 684, 1102, 694]
divider	[299, 827, 443, 828]
divider	[6, 1044, 292, 1045]
divider	[450, 980, 588, 981]
